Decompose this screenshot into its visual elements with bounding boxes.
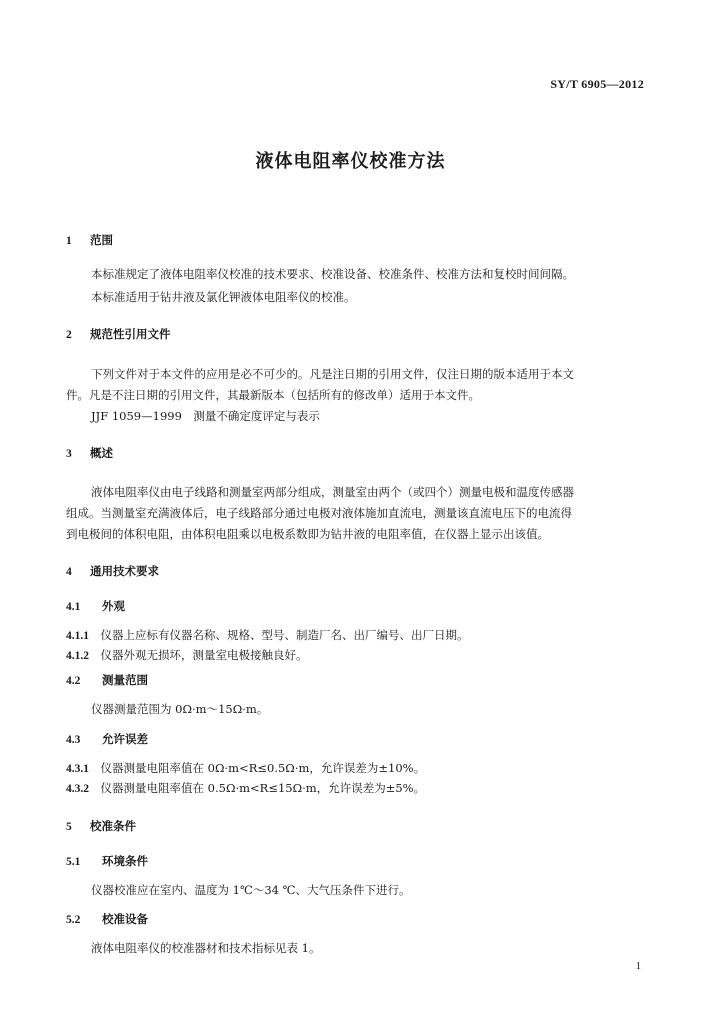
- paragraph: 组成。当测量室充满液体后，电子线路部分通过电极对液体施加直流电，测量该直流电压下的电流得: [66, 506, 572, 520]
- subsection-5-2-heading: [66, 911, 148, 927]
- paragraph: 仪器测量范围为 0Ω·m～15Ω·m。: [91, 702, 269, 716]
- section-title: 范围: [90, 233, 113, 247]
- section-number: 3: [66, 448, 72, 460]
- subsection-4-1-heading: [66, 598, 125, 614]
- clause-4-3-2: [66, 780, 425, 796]
- paragraph: 仪器校准应在室内、温度为 1℃～34 ℃、大气压条件下进行。: [91, 883, 411, 897]
- subsection-5-1-heading: [66, 853, 148, 869]
- document-code: SY/T 6905—2012: [550, 77, 644, 91]
- reference-item: JJF 1059—1999 测量不确定度评定与表示: [91, 409, 320, 423]
- section-title: 概述: [90, 446, 113, 460]
- clause-number: 4.1.1: [66, 630, 89, 642]
- subsection-title: 外观: [102, 599, 125, 613]
- subsection-4-3-heading: [66, 731, 148, 747]
- subsection-number: 4.3: [66, 734, 81, 746]
- clause-4-1-1: [66, 627, 469, 643]
- subsection-title: 校准设备: [102, 912, 148, 926]
- section-number: 2: [66, 329, 72, 341]
- subsection-number: 5.2: [66, 914, 81, 926]
- paragraph: 下列文件对于本文件的应用是必不可少的。凡是注日期的引用文件，仅注日期的版本适用于本文: [91, 367, 574, 381]
- clause-4-1-2: [66, 647, 308, 663]
- section-title: 校准条件: [90, 819, 136, 833]
- subsection-number: 4.1: [66, 601, 81, 613]
- clause-number: 4.3.1: [66, 763, 89, 775]
- subsection-number: 4.2: [66, 675, 81, 687]
- section-title: 通用技术要求: [90, 564, 159, 578]
- subsection-title: 测量范围: [102, 673, 148, 687]
- paragraph: 件。凡是不注日期的引用文件，其最新版本（包括所有的修改单）适用于本文件。: [66, 388, 480, 402]
- section-4-heading: [66, 563, 159, 579]
- subsection-4-2-heading: [66, 672, 148, 688]
- section-3-heading: [66, 445, 113, 461]
- section-1-heading: [66, 232, 113, 248]
- section-title: 规范性引用文件: [90, 327, 171, 341]
- clause-text: 仪器上应标有仪器名称、规格、型号、制造厂名、出厂编号、出厂日期。: [100, 628, 469, 642]
- section-number: 4: [66, 566, 72, 578]
- clause-text: 仪器外观无损坏，测量室电极接触良好。: [100, 648, 308, 662]
- paragraph: 到电极间的体积电阻，由体积电阻乘以电极系数即为钻井液的电阻率值，在仪器上显示出该值。: [66, 527, 549, 541]
- section-5-heading: [66, 818, 136, 834]
- page-number: 1: [635, 960, 641, 972]
- subsection-title: 允许误差: [102, 732, 148, 746]
- clause-text: 仪器测量电阻率值在 0.5Ω·m<R≤15Ω·m，允许误差为±5%。: [100, 781, 426, 795]
- clause-number: 4.1.2: [66, 650, 89, 662]
- document-title: 液体电阻率仪校准方法: [255, 151, 446, 172]
- section-2-heading: [66, 326, 171, 342]
- clause-4-3-1: [66, 760, 425, 776]
- paragraph: 本标准适用于钻井液及氯化钾液体电阻率仪的校准。: [91, 290, 356, 304]
- section-number: 1: [66, 235, 72, 247]
- subsection-title: 环境条件: [102, 854, 148, 868]
- section-number: 5: [66, 821, 72, 833]
- paragraph: 液体电阻率仪的校准器材和技术指标见表 1。: [91, 941, 321, 955]
- clause-text: 仪器测量电阻率值在 0Ω·m<R≤0.5Ω·m，允许误差为±10%。: [100, 761, 426, 775]
- paragraph: 液体电阻率仪由电子线路和测量室两部分组成，测量室由两个（或四个）测量电极和温度传感器: [91, 485, 574, 499]
- paragraph: 本标准规定了液体电阻率仪校准的技术要求、校准设备、校准条件、校准方法和复校时间间隔。: [91, 267, 574, 281]
- clause-number: 4.3.2: [66, 783, 89, 795]
- subsection-number: 5.1: [66, 856, 81, 868]
